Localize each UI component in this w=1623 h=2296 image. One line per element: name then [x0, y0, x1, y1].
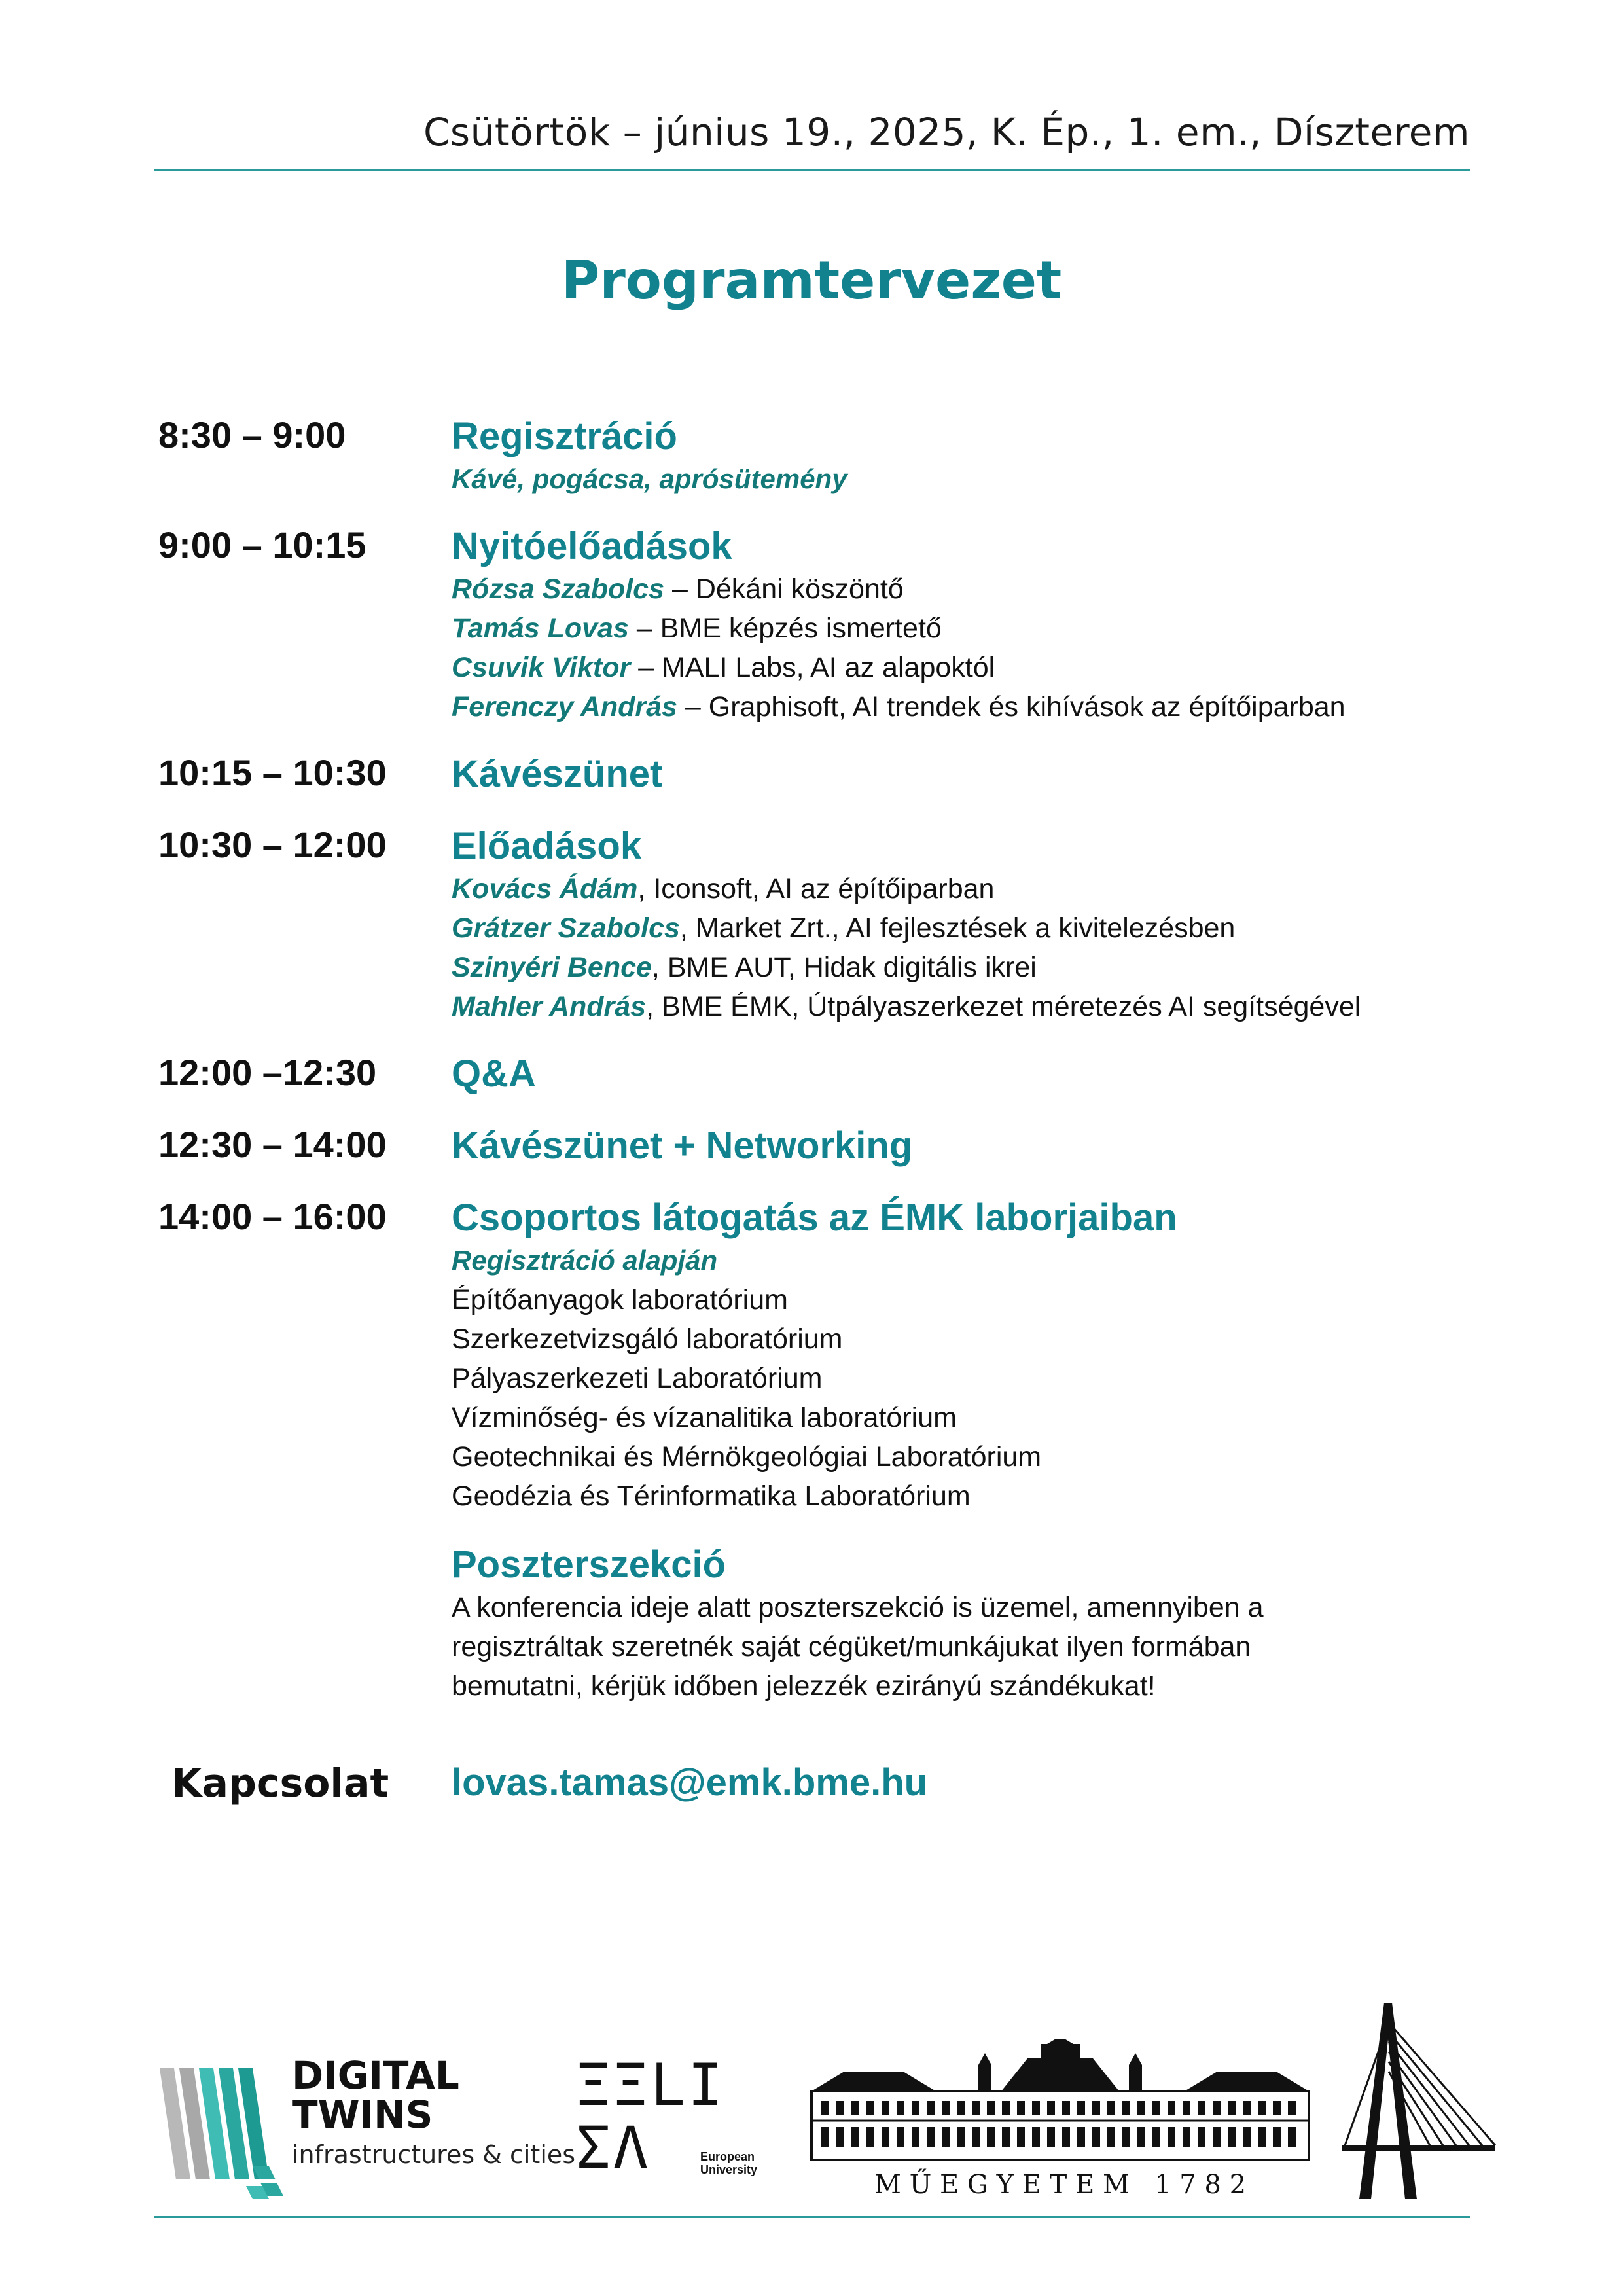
- digital-twins-mark-icon: [154, 2049, 292, 2206]
- talk-line: [452, 948, 1472, 987]
- talk-separator: ,: [637, 873, 654, 905]
- talk-speaker: Ferenczy András: [452, 691, 677, 723]
- poster-text-line: regisztráltak szeretnék saját cégüket/munkájukat ilyen formában: [452, 1631, 1251, 1662]
- poster-text-line: bemutatni, kérjük időben jelezzék ezirányú szándékukat!: [452, 1670, 1156, 1702]
- bridge-icon: [1335, 2003, 1499, 2206]
- lab-item: Szerkezetvizsgáló laboratórium: [452, 1323, 843, 1355]
- talk-separator: –: [628, 613, 660, 644]
- header-divider: [154, 169, 1470, 171]
- program-time: 10:15 – 10:30: [158, 752, 387, 793]
- program-time: 8:30 – 9:00: [158, 414, 346, 456]
- talk-separator: –: [664, 573, 696, 605]
- talk-text: Graphisoft, AI trendek és kihívások az építőiparban: [708, 691, 1346, 723]
- program-subtitle: Kávé, pogácsa, aprósütemény: [452, 463, 847, 494]
- enlight-logo: [576, 2051, 772, 2199]
- talk-text: BME AUT, Hidak digitális ikrei: [667, 952, 1037, 983]
- talk-speaker: Grátzer Szabolcs: [452, 912, 680, 944]
- talk-line: [452, 648, 1472, 687]
- talk-speaker: Rózsa Szabolcs: [452, 573, 664, 605]
- enlight-mark-top: ΞΞLI: [576, 2051, 725, 2119]
- lab-item: Építőanyagok laboratórium: [452, 1284, 788, 1316]
- talk-speaker: Tamás Lovas: [452, 613, 629, 644]
- program-subtitle: Regisztráció alapján: [452, 1245, 718, 1276]
- talk-speaker: Kovács Ádám: [452, 873, 638, 905]
- program-time: 12:00 –12:30: [158, 1052, 377, 1093]
- muegyetem-logo: [805, 2039, 1315, 2202]
- talk-text: Dékáni köszöntő: [695, 573, 904, 605]
- talk-separator: ,: [651, 952, 668, 983]
- talk-text: BME képzés ismertető: [660, 613, 942, 644]
- talk-text: Iconsoft, AI az építőiparban: [653, 873, 995, 905]
- talk-separator: –: [630, 652, 662, 683]
- poster-title: Poszterszekció: [452, 1543, 726, 1586]
- talk-text: MALI Labs, AI az alapoktól: [662, 652, 995, 683]
- talk-separator: ,: [679, 912, 696, 944]
- digital-twins-line1: DIGITAL: [292, 2053, 459, 2098]
- bridge-logo: [1335, 2003, 1499, 2206]
- digital-twins-line3: infrastructures & cities: [292, 2140, 576, 2169]
- program-title: Előadások: [452, 825, 642, 867]
- digital-twins-line2: TWINS: [292, 2092, 433, 2137]
- poster-text-line: A konferencia ideje alatt poszterszekció is üzemel, amennyiben a: [452, 1592, 1264, 1623]
- talk-line: [452, 569, 1472, 609]
- talk-separator: –: [677, 691, 709, 723]
- muegyetem-caption: M Ű E G Y E T E M 1 7 8 2: [874, 2170, 1247, 2200]
- digital-twins-logo: [154, 2049, 576, 2206]
- lab-item: Geodézia és Térinformatika Laboratórium: [452, 1480, 971, 1512]
- lab-item: Vízminőség- és vízanalitika laboratórium: [452, 1402, 957, 1433]
- lab-item: Geotechnikai és Mérnökgeológiai Laboratórium: [452, 1441, 1042, 1473]
- talk-line: [452, 869, 1472, 908]
- program-title: Nyitóelőadások: [452, 525, 732, 567]
- talk-line: [452, 687, 1472, 726]
- talk-text: Market Zrt., AI fejlesztések a kivitelezésben: [695, 912, 1236, 944]
- program-time: 9:00 – 10:15: [158, 524, 366, 565]
- talk-text: BME ÉMK, Útpályaszerkezet méretezés AI segítségével: [662, 991, 1361, 1022]
- enlight-caption-2: University: [700, 2163, 758, 2176]
- talk-speaker: Mahler András: [452, 991, 647, 1022]
- talk-line: [452, 987, 1472, 1026]
- footer-divider: [154, 2216, 1470, 2218]
- talk-line: [452, 609, 1472, 648]
- program-title: Kávészünet + Networking: [452, 1124, 913, 1167]
- program-title: Regisztráció: [452, 415, 677, 457]
- talk-speaker: Szinyéri Bence: [452, 952, 652, 983]
- program-time: 10:30 – 12:00: [158, 824, 387, 865]
- contact-email-link[interactable]: lovas.tamas@emk.bme.hu: [452, 1761, 928, 1804]
- program-title: Q&A: [452, 1052, 536, 1095]
- enlight-caption-1: European: [700, 2150, 755, 2163]
- talk-line: [452, 908, 1472, 948]
- university-building-icon: [805, 2039, 1315, 2163]
- program-time: 14:00 – 16:00: [158, 1196, 387, 1237]
- lab-item: Pályaszerkezeti Laboratórium: [452, 1363, 823, 1394]
- page-title: Programtervezet: [561, 250, 1062, 311]
- talk-separator: ,: [646, 991, 662, 1022]
- program-time: 12:30 – 14:00: [158, 1124, 387, 1165]
- program-title: Kávészünet: [452, 753, 663, 795]
- contact-label: Kapcsolat: [171, 1761, 389, 1806]
- header-date-location: Csütörtök – június 19., 2025, K. Ép., 1. em., Díszterem: [423, 110, 1470, 154]
- program-title: Csoportos látogatás az ÉMK laborjaiban: [452, 1196, 1177, 1239]
- talk-speaker: Csuvik Viktor: [452, 652, 631, 683]
- enlight-mark-bottom: ΣΛ: [576, 2114, 651, 2181]
